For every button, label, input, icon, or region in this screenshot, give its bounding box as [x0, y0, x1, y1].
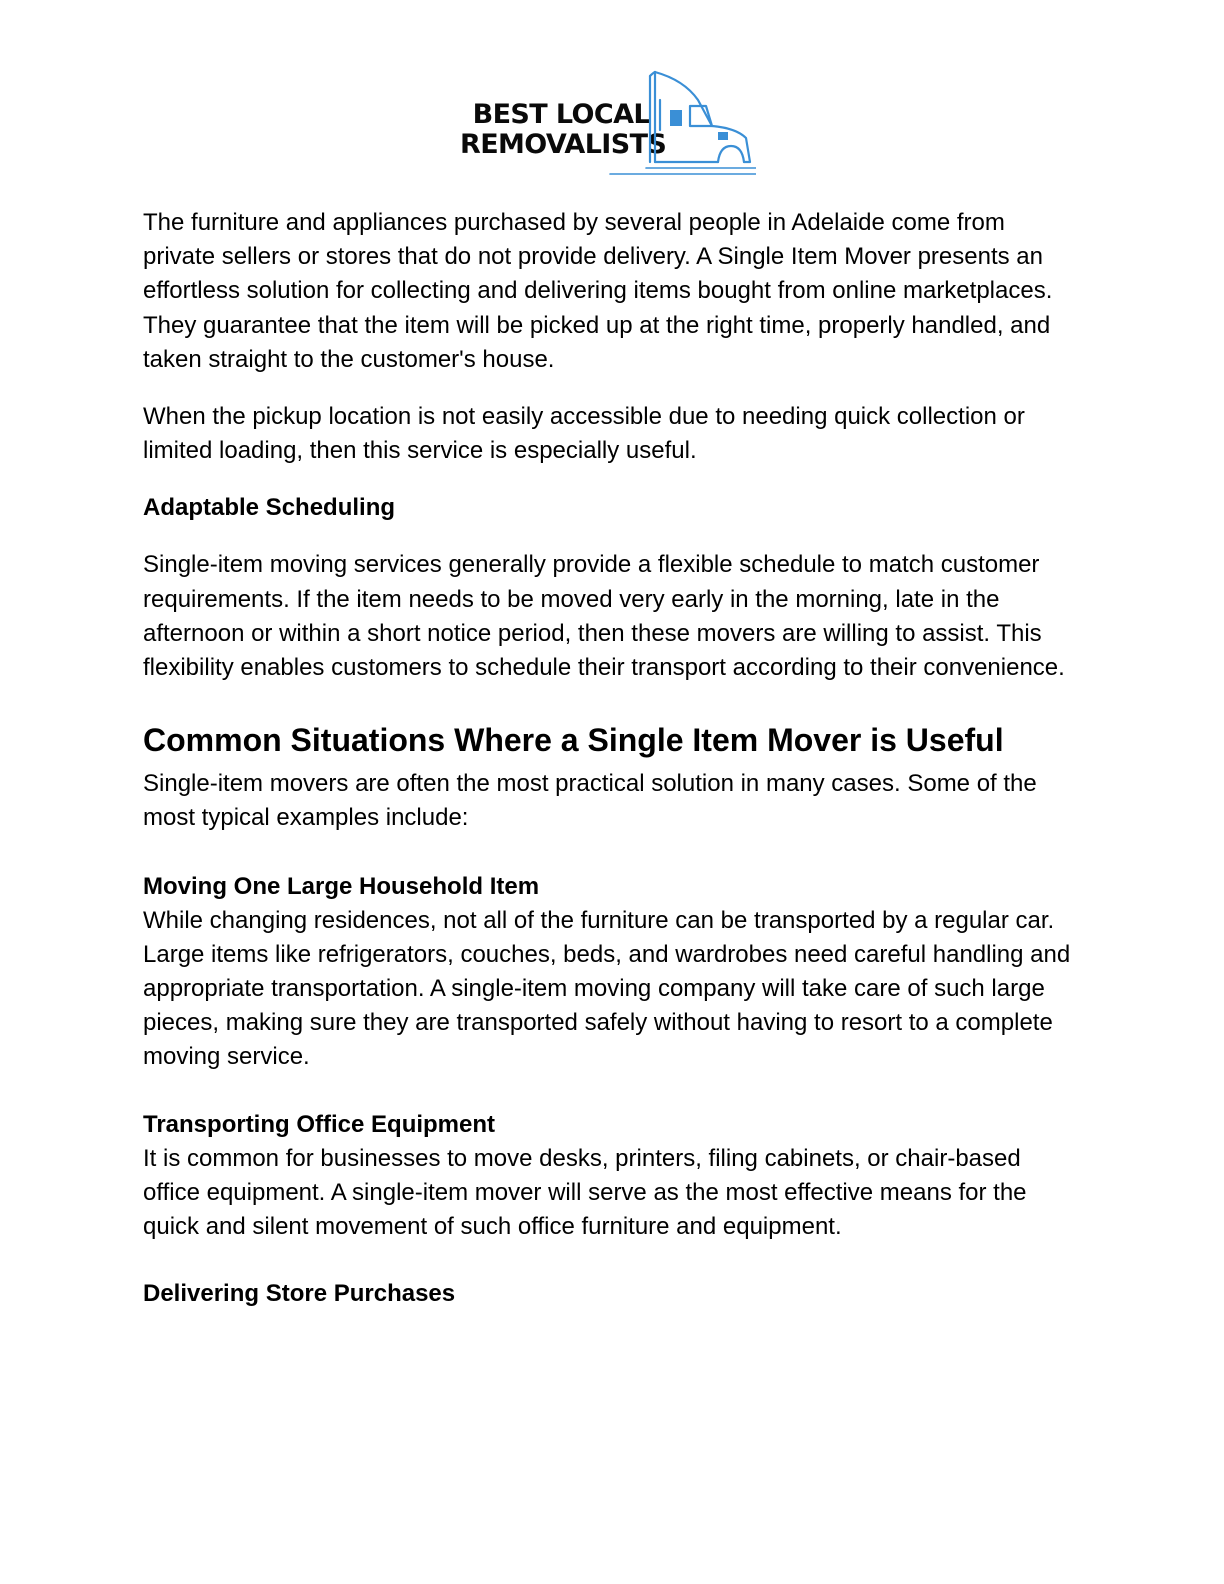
company-logo: [456, 70, 756, 176]
intro-paragraph-2: When the pickup location is not easily accessible due to needing quick collection or limited loading, then this service is especially useful.: [143, 403, 1025, 465]
situations-heading: Common Situations Where a Single Item Mover is Useful: [143, 722, 1004, 759]
situation-body-office: It is common for businesses to move desks, printers, filing cabinets, or chair-based office equipment. A single-item mover will serve as the most effective means for the quick and silent movement of such office furniture and equipment.: [143, 1144, 1027, 1241]
situations-intro: Single-item movers are often the most practical solution in many cases. Some of the most typical examples include:: [143, 770, 1037, 832]
situation-body-household: While changing residences, not all of the furniture can be transported by a regular car. Large items like refrigerators, couches, beds, and wardrobes need careful handling and appropriate transportation. A single-item moving company will take care of such large pieces, making sure they are transported safely without having to resort to a complete moving service.: [143, 906, 1071, 1071]
situation-title-office: Transporting Office Equipment: [143, 1110, 496, 1138]
situation-title-household: Moving One Large Household Item: [143, 872, 540, 900]
logo-line-1: BEST LOCAL: [472, 99, 650, 130]
scheduling-paragraph: Single-item moving services generally provide a flexible schedule to match customer requirements. If the item needs to be moved very early in the morning, late in the afternoon or within a short notice period, then these movers are willing to assist. This flexibility enables customers to schedule their transport according to their convenience.: [143, 551, 1065, 682]
situation-title-store: Delivering Store Purchases: [143, 1280, 456, 1308]
document-body: [143, 206, 1083, 1311]
scheduling-heading: Adaptable Scheduling: [143, 494, 396, 522]
logo-line-2: REMOVALISTS: [460, 129, 667, 160]
intro-paragraph-1: The furniture and appliances purchased by several people in Adelaide come from private sellers or stores that do not provide delivery. A Single Item Mover presents an effortless solution for collecting and delivering items bought from online marketplaces. They guarantee that the item will be picked up at the right time, properly handled, and taken straight to the customer's house.: [143, 209, 1053, 373]
truck-icon: [606, 70, 756, 176]
